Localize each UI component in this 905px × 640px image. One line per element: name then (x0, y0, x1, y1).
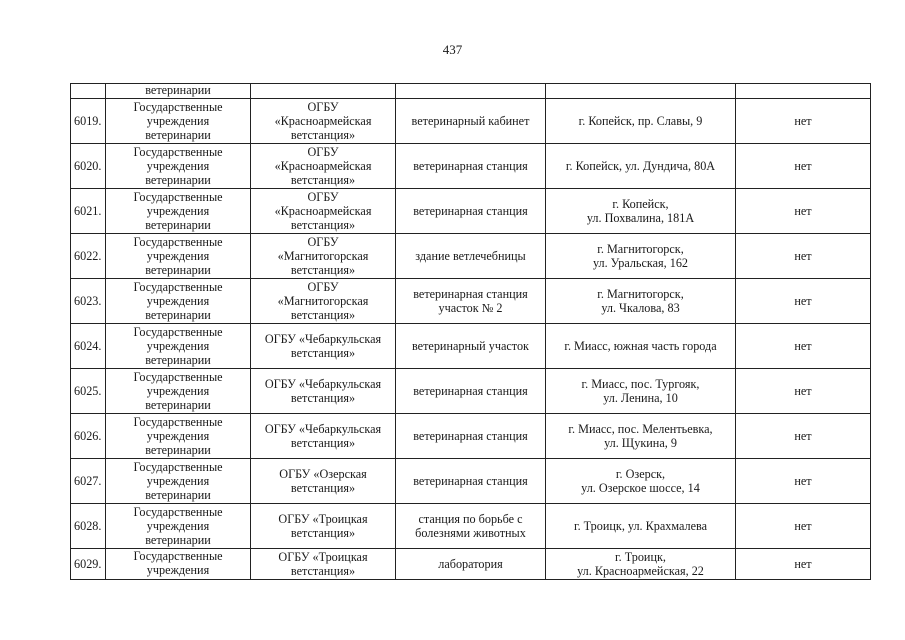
cell-address (546, 504, 736, 549)
cell-address (546, 549, 736, 580)
cell-number: 6029. (71, 549, 106, 580)
cell-line: г. Копейск, пр. Славы, 9 (578, 114, 703, 128)
cell-line: ветеринарии (145, 488, 211, 502)
cell-address (546, 234, 736, 279)
page-number: 437 (442, 42, 463, 57)
cell-line: Государственные (133, 190, 223, 204)
cell-line: ветстанция» (290, 346, 356, 360)
cell-object-type (396, 84, 546, 99)
cell-line: ветстанция» (290, 391, 356, 405)
cell-line: ОГБУ (307, 100, 339, 114)
cell-line: лаборатория (438, 557, 503, 571)
cell-line: Государственные (133, 460, 223, 474)
cell-number: 6025. (71, 369, 106, 414)
cell-line: ул. Уральская, 162 (592, 256, 689, 270)
cell-line: ветеринарии (145, 263, 211, 277)
cell-flag: нет (736, 144, 871, 189)
cell-category (106, 99, 251, 144)
cell-category (106, 369, 251, 414)
cell-line: ветеринарная станция (413, 429, 528, 443)
cell-object-type (396, 279, 546, 324)
cell-organization (251, 414, 396, 459)
cell-category (106, 144, 251, 189)
cell-number: 6019. (71, 99, 106, 144)
cell-line: ОГБУ (307, 190, 339, 204)
cell-line: учреждения (146, 159, 210, 173)
cell-organization (251, 99, 396, 144)
cell-line: Государственные (133, 415, 223, 429)
cell-flag: нет (736, 549, 871, 580)
cell-category (106, 189, 251, 234)
cell-line: учреждения (146, 339, 210, 353)
cell-line: ветстанция» (290, 308, 356, 322)
cell-line: ул. Похвалина, 181А (586, 211, 695, 225)
cell-line: станция по борьбе с (418, 512, 523, 526)
cell-object-type (396, 234, 546, 279)
cell-line: ветстанция» (290, 218, 356, 232)
cell-number: 6027. (71, 459, 106, 504)
cell-organization (251, 144, 396, 189)
cell-line: г. Миасс, пос. Тургояк, (581, 377, 700, 391)
cell-address (546, 84, 736, 99)
cell-organization (251, 279, 396, 324)
cell-line: ветеринарная станция (413, 474, 528, 488)
table-row (71, 549, 871, 580)
cell-line: Государственные (133, 505, 223, 519)
cell-line: ветеринарии (145, 218, 211, 232)
cell-organization (251, 369, 396, 414)
cell-line: ОГБУ «Троицкая (278, 512, 368, 526)
cell-object-type (396, 504, 546, 549)
cell-address (546, 369, 736, 414)
cell-line: ветеринарный участок (412, 339, 529, 353)
cell-line: ветстанция» (290, 481, 356, 495)
cell-line: ветеринарии (145, 128, 211, 142)
cell-line: ветстанция» (290, 564, 356, 578)
cell-flag: нет (736, 324, 871, 369)
cell-line: ветеринарии (145, 533, 211, 547)
cell-line: участок № 2 (438, 301, 503, 315)
cell-flag: нет (736, 189, 871, 234)
cell-line: ветеринарная станция (413, 287, 528, 301)
cell-line: Государственные (133, 145, 223, 159)
cell-line: ветеринарная станция (413, 384, 528, 398)
cell-organization (251, 324, 396, 369)
cell-line: «Красноармейская (274, 114, 372, 128)
cell-address (546, 459, 736, 504)
cell-line: ветстанция» (290, 128, 356, 142)
cell-line: учреждения (146, 384, 210, 398)
cell-line: учреждения (146, 474, 210, 488)
cell-line: ОГБУ (307, 145, 339, 159)
cell-line: г. Озерск, (615, 467, 666, 481)
cell-flag: нет (736, 504, 871, 549)
cell-line: ветеринарии (145, 173, 211, 187)
cell-line: Государственные (133, 280, 223, 294)
cell-line: Государственные (133, 235, 223, 249)
cell-line: г. Миасс, южная часть города (564, 339, 717, 353)
cell-line: «Красноармейская (274, 204, 372, 218)
cell-address (546, 144, 736, 189)
cell-flag: нет (736, 99, 871, 144)
table-row (71, 414, 871, 459)
cell-line: ОГБУ (307, 280, 339, 294)
cell-line: г. Миасс, пос. Мелентьевка, (568, 422, 713, 436)
cell-category (106, 414, 251, 459)
cell-line: учреждения (146, 429, 210, 443)
cell-organization (251, 459, 396, 504)
cell-number: 6028. (71, 504, 106, 549)
cell-organization (251, 84, 396, 99)
cell-number: 6026. (71, 414, 106, 459)
cell-line: ветстанция» (290, 526, 356, 540)
cell-line: Государственные (133, 370, 223, 384)
cell-line: ветеринарии (145, 443, 211, 457)
registry-table (70, 83, 871, 580)
cell-object-type (396, 459, 546, 504)
cell-flag: нет (736, 234, 871, 279)
cell-line: ветеринарная станция (413, 204, 528, 218)
cell-organization (251, 234, 396, 279)
cell-line: «Магнитогорская (277, 249, 369, 263)
cell-organization (251, 189, 396, 234)
cell-line: «Красноармейская (274, 159, 372, 173)
cell-line: ветстанция» (290, 436, 356, 450)
table-row (71, 504, 871, 549)
cell-line: ветеринарии (145, 308, 211, 322)
cell-category (106, 504, 251, 549)
cell-object-type (396, 414, 546, 459)
cell-flag: нет (736, 369, 871, 414)
cell-number: 6020. (71, 144, 106, 189)
table-row (71, 459, 871, 504)
cell-line: ОГБУ (307, 235, 339, 249)
cell-line: «Магнитогорская (277, 294, 369, 308)
cell-number (71, 84, 106, 99)
cell-object-type (396, 99, 546, 144)
cell-object-type (396, 324, 546, 369)
cell-line: учреждения (146, 519, 210, 533)
cell-line: ул. Чкалова, 83 (601, 301, 680, 315)
cell-line: учреждения (146, 249, 210, 263)
cell-organization (251, 504, 396, 549)
cell-line: учреждения (146, 563, 210, 577)
table-row (71, 369, 871, 414)
cell-object-type (396, 369, 546, 414)
cell-line: ветстанция» (290, 173, 356, 187)
cell-line: ветстанция» (290, 263, 356, 277)
cell-category (106, 549, 251, 580)
cell-line: учреждения (146, 204, 210, 218)
cell-category (106, 324, 251, 369)
cell-line: болезнями животных (415, 526, 526, 540)
cell-flag: нет (736, 414, 871, 459)
cell-line: ветеринарии (145, 353, 211, 367)
cell-line: ветеринарный кабинет (411, 114, 530, 128)
cell-line: учреждения (146, 114, 210, 128)
cell-line: ветеринарная станция (413, 159, 528, 173)
cell-line: г. Магнитогорск, (597, 242, 684, 256)
cell-number: 6022. (71, 234, 106, 279)
cell-address (546, 99, 736, 144)
cell-address (546, 279, 736, 324)
cell-flag: нет (736, 459, 871, 504)
cell-line: Государственные (133, 325, 223, 339)
cell-line: ул. Красноармейская, 22 (577, 564, 704, 578)
cell-address (546, 324, 736, 369)
cell-flag: нет (736, 279, 871, 324)
cell-address (546, 189, 736, 234)
cell-category (106, 279, 251, 324)
cell-line: ОГБУ «Чебаркульская (264, 377, 382, 391)
cell-line: ОГБУ «Троицкая (278, 550, 368, 564)
cell-line: Государственные (133, 100, 223, 114)
cell-line: г. Троицк, (615, 550, 666, 564)
cell-line: ветеринарии (145, 398, 211, 412)
cell-category (106, 459, 251, 504)
cell-line: г. Магнитогорск, (597, 287, 684, 301)
cell-line: ул. Щукина, 9 (604, 436, 677, 450)
cell-category: ветеринарии (106, 84, 251, 99)
table-row (71, 324, 871, 369)
continuation-row (71, 84, 871, 99)
cell-category (106, 234, 251, 279)
cell-address (546, 414, 736, 459)
cell-line: г. Троицк, ул. Крахмалева (573, 519, 708, 533)
cell-line: здание ветлечебницы (415, 249, 526, 263)
cell-object-type (396, 144, 546, 189)
cell-object-type (396, 549, 546, 580)
cell-line: г. Копейск, ул. Дундича, 80А (565, 159, 716, 173)
table-body (71, 84, 871, 580)
cell-flag (736, 84, 871, 99)
cell-number: 6021. (71, 189, 106, 234)
cell-line: ОГБУ «Чебаркульская (264, 422, 382, 436)
cell-line: г. Копейск, (612, 197, 669, 211)
cell-number: 6023. (71, 279, 106, 324)
cell-number: 6024. (71, 324, 106, 369)
table-row (71, 279, 871, 324)
cell-line: ул. Ленина, 10 (603, 391, 678, 405)
table-row (71, 99, 871, 144)
cell-line: ОГБУ «Чебаркульская (264, 332, 382, 346)
cell-line: ОГБУ «Озерская (279, 467, 367, 481)
table-row (71, 189, 871, 234)
cell-organization (251, 549, 396, 580)
cell-object-type (396, 189, 546, 234)
cell-line: Государственные (133, 549, 223, 563)
cell-line: учреждения (146, 294, 210, 308)
cell-line: ул. Озерское шоссе, 14 (581, 481, 700, 495)
table-row (71, 144, 871, 189)
table-row (71, 234, 871, 279)
